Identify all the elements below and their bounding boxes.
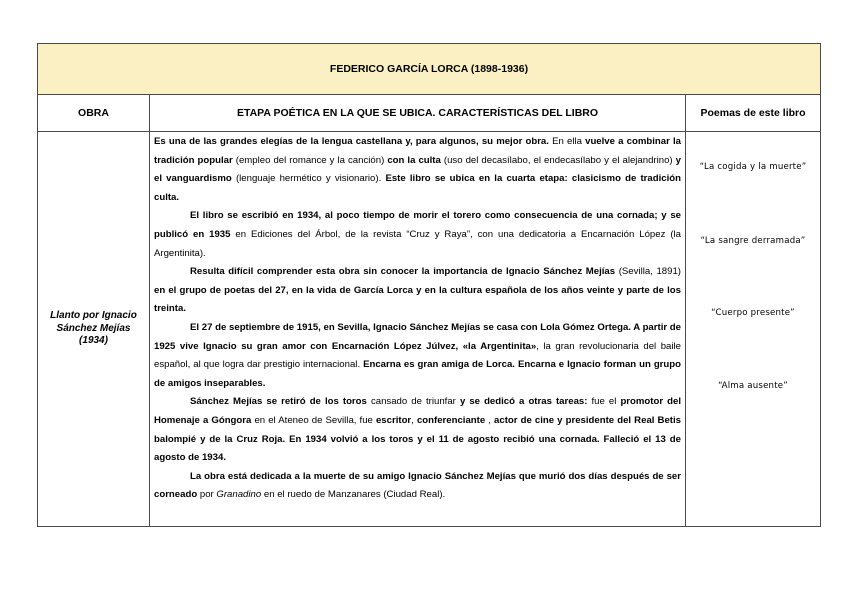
text-run: (uso del decasílabo, el endecasílabo y el alejandrino) (440, 154, 676, 166)
text-run: (empleo del romance y la canción) (232, 154, 388, 166)
text-run: vuelve a combinar la tradición popular (154, 136, 681, 166)
text-run: Es una de las grandes elegías de la lengua castellana y, para algunos, su mejor obra. (154, 136, 549, 147)
paragraph-3 (154, 263, 681, 319)
text-run: El 27 de septiembre de 1915, en Sevilla, Ignacio Sánchez Mejías se casa con Lola Gómez Ortega. A partir de 1925 vive Ignacio su gran amor con Encarnación López Júlvez, «la Argentinita» (154, 321, 681, 352)
poem-4: “Alma ausente” (718, 381, 788, 391)
text-run: y se dedicó a otras tareas: (459, 396, 588, 408)
title-row (38, 44, 821, 95)
poem-2: “La sangre derramada” (700, 236, 806, 246)
text-run: escritor (375, 414, 412, 426)
text-run: El libro se escribió en 1934, al poco tiempo de morir el torero como consecuencia de una cornada; y se publicó en 1935 (154, 210, 681, 240)
text-run: Este libro se ubica en la cuarta etapa: clasicismo de tradición culta. (154, 173, 681, 203)
header-etapa: ETAPA POÉTICA EN LA QUE SE UBICA. CARACTERÍSTICAS DEL LIBRO (150, 95, 686, 132)
text-run: Granadino (216, 489, 262, 501)
obra-title-line-1: Llanto por Ignacio (50, 310, 137, 322)
obra-title-line-2: Sánchez Mejías (56, 322, 131, 334)
header-poemas: Poemas de este libro (686, 95, 821, 132)
poem-3: “Cuerpo presente” (711, 308, 795, 318)
header-row (38, 95, 821, 132)
text-run: fue el (587, 396, 621, 408)
obra-cell (38, 132, 150, 527)
text-run: Resulta difícil comprender esta obra sin conocer la importancia de Ignacio Sánchez Mejías (190, 266, 616, 278)
text-run: (Sevilla, 1891) (615, 266, 681, 278)
text-run: Sánchez Mejías se retiró de los toros (190, 396, 367, 408)
text-run: y el vanguardismo (154, 154, 681, 185)
header-obra: OBRA (38, 95, 150, 132)
text-run: , la gran revolucionaria del baile español, al que logra dar prestigio internacional. (154, 340, 681, 371)
poem-1: “La cogida y la muerte” (699, 162, 807, 172)
text-run: promotor del Homenaje a Góngora (154, 396, 681, 426)
text-run: Encarna es gran amiga de Lorca. Encarna e Ignacio forman un grupo de amigos inseparables. (154, 359, 681, 389)
text-run: La obra está dedicada a la muerte de su amigo Ignacio Sánchez Mejías que murió dos días después de ser corneado (154, 470, 681, 501)
paragraph-4 (154, 319, 681, 393)
paragraph-5 (154, 393, 681, 467)
text-run: en el Ateneo de Sevilla, fue (251, 414, 376, 426)
obra-year: (1934) (79, 335, 108, 347)
paragraph-2 (154, 207, 681, 263)
text-run: con la culta (387, 154, 441, 166)
text-run: cansado de triunfar (366, 396, 460, 408)
paragraph-6 (154, 468, 681, 505)
lorca-table (37, 43, 821, 527)
text-run: actor de cine y presidente del Real Betis balompié y de la Cruz Roja. En 1934 volvió a los toros y el 11 de agosto recibió una cornada. Falleció el 13 de agosto de 1934. (154, 414, 681, 464)
paragraph-1 (154, 133, 681, 207)
text-run: En ella (548, 136, 586, 147)
text-run: en Ediciones del Árbol, de la revista “Cruz y Raya”, con una dedicatoria a Encarnación López (la Argentinita). (154, 228, 681, 259)
description-cell (150, 132, 686, 527)
text-run: en el ruedo de Manzanares (Ciudad Real). (261, 489, 446, 501)
poems-cell (686, 132, 821, 527)
text-run: , (411, 414, 417, 426)
text-run: (lenguaje hermético y visionario). (231, 173, 386, 185)
table-title: FEDERICO GARCÍA LORCA (1898-1936) (38, 44, 821, 95)
text-run: en el grupo de poetas del 27, en la vida de García Lorca y en la cultura española de los años veinte y parte de los treinta. (154, 284, 681, 315)
text-run: por (197, 489, 217, 501)
content-row (38, 132, 821, 527)
text-run: , (485, 414, 495, 426)
text-run: conferenciante (416, 414, 486, 426)
